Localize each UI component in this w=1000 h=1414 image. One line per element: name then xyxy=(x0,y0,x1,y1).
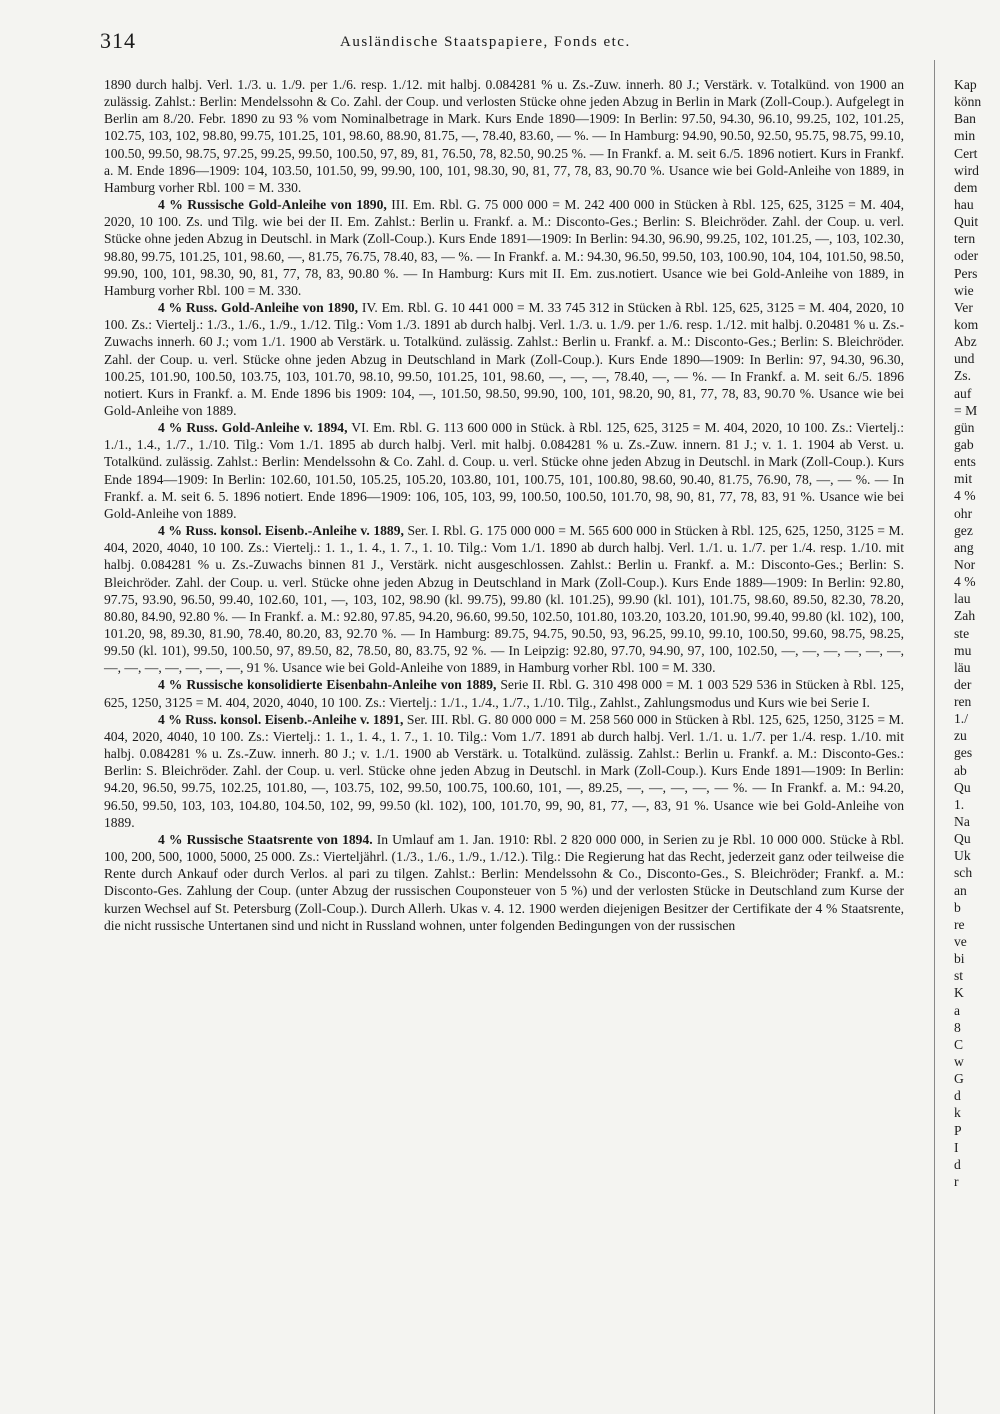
margin-fragment: w xyxy=(954,1054,964,1070)
margin-fragment: gab xyxy=(954,436,974,452)
entry-title: 4 % Russ. Gold-Anleihe von 1890, xyxy=(158,300,359,316)
margin-fragment: C xyxy=(954,1036,964,1052)
margin-fragment: Kap xyxy=(954,77,977,92)
entry-eisenb-1889-ser-i xyxy=(104,522,904,676)
margin-fragment: 1./ xyxy=(954,711,968,727)
running-title: Ausländische Staatspapiere, Fonds etc. xyxy=(340,34,631,50)
entry-title: 4 % Russische Gold-Anleihe von 1890, xyxy=(158,197,387,213)
margin-fragment: Uk xyxy=(954,848,971,864)
entry-text: Serie II. Rbl. G. 310 498 000 = M. 1 003 529 536 in Stücken à Rbl. 125, 625, 1250, 3125 = M. 404, 2020, 4040, 10 100. Zs.: Viertelj.: 1./1., 1./4., 1./7., 1./10. Tilg., Zahlst., Zahlungsmodus und Kurs wie bei Serie I. xyxy=(104,677,904,710)
margin-fragment: Nor xyxy=(954,556,976,572)
margin-fragment: Qu xyxy=(954,831,971,847)
margin-fragment: ab xyxy=(954,762,967,778)
entry-title: 4 % Russ. konsol. Eisenb.-Anleihe v. 1891, xyxy=(158,711,404,727)
entry-gold-1890-iv xyxy=(104,299,904,419)
margin-fragment: Zs. xyxy=(954,368,971,384)
margin-fragment: Abz xyxy=(954,334,977,350)
margin-fragment: tern xyxy=(954,231,976,247)
entry-title: 4 % Russ. Gold-Anleihe v. 1894, xyxy=(158,420,348,436)
entry-title: 4 % Russische konsolidierte Eisenbahn-Anleihe von 1889, xyxy=(158,677,497,693)
margin-fragment: zu xyxy=(954,728,967,744)
margin-fragment: K xyxy=(954,985,964,1001)
margin-fragment: 1. xyxy=(954,796,965,812)
margin-fragment: Cert xyxy=(954,145,978,161)
margin-fragment: an xyxy=(954,882,967,898)
entry-text: In Umlauf am 1. Jan. 1910: Rbl. 2 820 000 000, in Serien zu je Rbl. 10 000 000. Stücke à Rbl. 100, 200, 500, 1000, 5000, 25 000. Zs.: Vierteljährl. (1./3., 1./6., 1./9., 1./12.). Tilg.: Die Regierung hat das Recht, jederzeit ganz oder teilweise die Rente durch Ankauf oder durch Verlos. al pari zu tilgen. Zahlst.: Berlin: Mendelssohn & Co., Disconto-Ges., S. Bleichröder; Frankf. a. M.: Disconto-Ges. Zahlung der Coup. (unter Abzug der russischen Couponsteuer von 5 %) und der verlosten Stücke in Deutschland zum Kurse der kurzen Wechsel auf St. Petersburg (Zoll-Coup.). Durch Allerh. Ukas v. 4. 12. 1900 werden diejenigen Besitzer der Certifikate der 4 % Staatsrente, die nicht russische Untertanen sind und nicht in Russland wohnen, unter folgenden Bedingungen von der russischen xyxy=(104,831,904,933)
margin-fragment: ang xyxy=(954,539,974,555)
margin-fragment: wie xyxy=(954,282,974,298)
entry-1890-ii-continuation xyxy=(104,76,904,196)
margin-fragment: sch xyxy=(954,865,973,881)
margin-fragment: ve xyxy=(954,934,967,950)
margin-fragment: st xyxy=(954,968,964,984)
entry-title: 4 % Russische Staatsrente von 1894. xyxy=(158,831,373,847)
margin-fragment: d xyxy=(954,1156,961,1172)
entry-eisenb-1891-ser-iii xyxy=(104,711,904,831)
margin-fragment: 4 % xyxy=(954,488,976,504)
margin-fragment: könn xyxy=(954,94,982,110)
margin-fragment: Na xyxy=(954,814,970,830)
margin-fragment: re xyxy=(954,916,965,932)
margin-fragment: ents xyxy=(954,454,976,470)
entry-gold-1894-vi xyxy=(104,419,904,522)
margin-fragment: läu xyxy=(954,659,971,675)
margin-fragment: 4 % xyxy=(954,574,976,590)
margin-fragment: I xyxy=(954,1139,959,1155)
margin-fragment: Zah xyxy=(954,608,976,624)
margin-fragment: gez xyxy=(954,522,973,538)
margin-fragment: Quit xyxy=(954,214,979,230)
margin-fragment: P xyxy=(954,1122,962,1138)
margin-fragment: wird xyxy=(954,162,979,178)
margin-fragment: ste xyxy=(954,625,970,641)
margin-fragment: kom xyxy=(954,316,979,332)
margin-fragment: k xyxy=(954,1105,961,1121)
margin-fragment: hau xyxy=(954,196,974,212)
margin-fragment: ohr xyxy=(954,505,973,521)
margin-fragment: und xyxy=(954,351,975,367)
entry-text: III. Em. Rbl. G. 75 000 000 = M. 242 400 000 in Stücken à Rbl. 125, 625, 3125 = M. 404, 2020, 10 100. Zs. und Tilg. wie bei der II. Em. Zahlst.: Berlin u. Frankf. a. M.: Disconto-Ges.; Berlin: S. Bleichröder. Zahl. der Coup. u. verl. Stücke ohne jeden Abzug in Deutschl. in Mark (Zoll-Coup.). Kurs Ende 1891—1909: In Berlin: 94.30, 96.90, 99.25, 102, 101.25, —, 103, 102.30, 98.80, 99.75, 101.25, 101, 98.60, —, 81.75, 76.75, 78.40, 83, — %. — In Frankf. a. M.: 94.30, 96.50, 99.50, 103, 100.90, 104, 104, 101.50, 98.50, 99.90, 100, 101, 98.30, 90, 81, 77, 78, 83, 90.80 %. — In Hamburg: Kurs mit II. Em. zus.notiert. Usance wie bei Gold-Anleihe von 1889, in Hamburg vorher Rbl. 100 = M. 330. xyxy=(104,197,904,298)
margin-fragment: mu xyxy=(954,642,972,658)
margin-fragment: Ban xyxy=(954,111,976,127)
margin-fragment: dem xyxy=(954,179,978,195)
entry-eisenb-1889-ser-ii xyxy=(104,676,904,710)
entry-text: Ser. III. Rbl. G. 80 000 000 = M. 258 560 000 in Stücken à Rbl. 125, 625, 1250, 3125 = M. 404, 2020, 4040, 10 100. Zs.: Viertelj.: 1. 1., 1. 4., 1. 7., 1. 10. Tilg.: Vom 1./7. 1891 ab durch halbj. Verl. 1./1. u. 1./7. per 1./4. resp. 1./10. mit halbj. 0.084281 % u. Zs.-Zuw. innerh. 80 J.; v. 1./1. 1900 ab Verstärk. u. Totalkünd. zulässig. Zahlst.: Berlin u. Frankf. a. M.: Disconto-Ges.: Berlin: S. Bleichröder. Zahl. der Coup. u. verl. Stücke ohne jeden Abzug in Deutschl. in Mark (Zoll-Coup.). Kurs Ende 1891—1909: In Berlin: 94.20, 96.50, 99.75, 102.25, 101.80, —, 103.75, 102, 99.50, 100.75, 100.60, 101, —, 89.25, —, —, —, —, — %. — In Frankf. a. M.: 94.20, 96.50, 99.50, 103, 103, 104.80, 104.50, 102, 99, 99.50 (kl. 102), 100, 101.70, 99, 90, 81, 77, —, 83, 91 %. Usance wie bei Gold-Anleihe von 1889. xyxy=(104,711,904,830)
margin-fragment: ren xyxy=(954,694,972,710)
margin-fragment: = M xyxy=(954,402,978,418)
margin-fragment: der xyxy=(954,676,972,692)
main-text-column xyxy=(104,76,904,934)
margin-fragment: d xyxy=(954,1088,961,1104)
margin-fragment: a xyxy=(954,1002,961,1018)
margin-fragment: Pers xyxy=(954,265,978,281)
margin-fragment: Qu xyxy=(954,779,971,795)
margin-fragment: r xyxy=(954,1174,959,1189)
margin-fragment: G xyxy=(954,1071,964,1087)
margin-fragment: auf xyxy=(954,385,972,401)
adjacent-page-fragments xyxy=(954,76,1000,1190)
margin-fragment: 8 xyxy=(954,1019,961,1035)
margin-fragment: b xyxy=(954,899,961,915)
entry-text: VI. Em. Rbl. G. 113 600 000 in Stück. à Rbl. 125, 625, 3125 = M. 404, 2020, 10 100. Zs.: Viertelj.: 1./1., 1.4., 1./7., 1./10. Tilg.: Vom 1./1. 1895 ab durch halbj. Verl. mit halbj. 0.084281 % u. Zs.-Zuw. innern. 81 J.; v. 1. 1. 1904 ab Verst. u. Totalkünd. zulässig. Zahlst.: Berlin: Mendelssohn & Co. Zahl. d. Coup. u. verl. Stücke ohne jeden Abzug in Deutschl. in Mark (Zoll-Coup.). Kurs Ende 1894—1909: In Berlin: 102.60, 101.50, 105.25, 105.20, 103.80, 101, 100.75, 101, 100.80, 98.60, 90.40, 81.75, 76.90, 78, —, — %. — In Frankf. a. M. seit 6. 5. 1896 notiert. Ende 1896—1909: 106, 105, 103, 99, 100.50, 100.50, 101.70, 98, 90, 81, 77, 78, 83, 91 %. Usance wie bei Gold-Anleihe von 1889. xyxy=(104,420,905,521)
margin-fragment: mit xyxy=(954,471,973,487)
entry-staatsrente-1894 xyxy=(104,831,904,934)
margin-fragment: min xyxy=(954,128,976,144)
page-number: 314 xyxy=(100,28,136,53)
margin-fragment: lau xyxy=(954,591,971,607)
page-gutter-divider xyxy=(934,60,935,1414)
entry-gold-1890-iii xyxy=(104,196,904,299)
margin-fragment: bi xyxy=(954,951,965,967)
entry-text: 1890 durch halbj. Verl. 1./3. u. 1./9. per 1./6. resp. 1./12. mit halbj. 0.084281 % u. Zs.-Zuw. innerh. 80 J.; Verstärk. v. Totalkünd. von 1900 an zulässig. Zahlst.: Berlin: Mendelssohn & Co. Zahl. der Coup. und verlosten Stücke ohne jeden Abzug in Berlin in Mark (Zoll-Coup.). Aufgelegt in Berlin am 8./20. Febr. 1890 zu 93 % vom Nominalbetrage in Mark. Kurs Ende 1890—1909: In Berlin: 97.50, 94.30, 96.10, 99.25, 102, 101.25, 102.75, 103, 102, 98.80, 99.75, 101.25, 101, 98.60, 88.90, 81.75, —, 78.40, 83.60, — %. — In Hamburg: 94.90, 90.50, 92.50, 95.75, 98.75, 99.10, 100.50, 99.50, 98.75, 97.25, 99.25, 99.50, 100.50, 97, 89, 81, 76.50, 78, 82.50, 90.25 %. — In Frankf. a. M. seit 6./5. 1896 notiert. Kurs in Frankf. a. M. Ende 1896—1909: 104, 103.50, 101.50, 99, 99.90, 100, 101, 98.30, 90, 81, 77, 78, 83, 90.70 %. Usance wie bei Gold-Anleihe von 1889, in Hamburg vorher Rbl. 100 = M. 330. xyxy=(104,77,904,195)
entry-text: IV. Em. Rbl. G. 10 441 000 = M. 33 745 312 in Stücken à Rbl. 125, 625, 3125 = M. 404, 2020, 10 100. Zs.: Viertelj.: 1./3., 1./6., 1./9., 1./12. Tilg.: Vom 1./3. 1891 ab durch halbj. Verl. 1./3. u. 1./9. per 1./6. resp. 1./12. mit halbj. 0.20481 % u. Zs.-Zuwachs innerh. 60 J.; vom 1./1. 1900 ab Verstärk. u. Totalkünd. zulässig. Zahlst.: Berlin u. Frankf. a. M.: Disconto-Ges.; Berlin: S. Bleichröder. Zahl. der Coup. u. verl. Stücke ohne jeden Abzug in Deutschland in Mark (Zoll-Coup.). Kurs Ende 1890—1909: In Berlin: 97, 94.30, 96.30, 100.25, 101.90, 100.50, 103.75, 103, 101.70, 98.10, 99.50, 101.25, 101, 98.60, —, —, —, 78.40, —, — %. — In Frankf. a. M. seit 6./5. 1896 notiert. Kurs in Frankf. a. M. Ende 1896 bis 1909: 104, —, 101.50, 98.50, 99.90, 100, 101, 98.20, 90, 81, 77, 78, 83, 90.70 %. Usance wie bei Gold-Anleihe von 1889. xyxy=(104,300,904,418)
margin-fragment: ges xyxy=(954,745,973,761)
entry-text: Ser. I. Rbl. G. 175 000 000 = M. 565 600 000 in Stücken à Rbl. 125, 625, 1250, 3125 = M. 404, 2020, 4040, 10 100. Zs.: Viertelj.: 1. 1., 1. 4., 1. 7., 1. 10. Tilg.: Vom 1./1. 1890 ab durch halbj. Verl. 1./1. u. 1./7. per 1./4. resp. 1./10. mit halbj. 0.084281 % u. Zs.-Zuwachs binnen 81 J., Verstärk. nicht ausgeschlossen. Zahlst.: Berlin u. Frankf. a. M.: Disconto-Ges.; Berlin: S. Bleichröder. Zahl. der Coup. u. verl. Stücke ohne jeden Abzug in Deutschland in Mark (Zoll-Coup.). Kurs Ende 1889—1909: In Berlin: 92.80, 97.75, 93.90, 96.50, 99.40, 102.60, 101, —, 103, 102, 98.90 (kl. 99.75), 99.80 (kl. 101.25), 99.90 (kl. 101), 101.75, 98.60, 89.50, 82.30, 78.20, 80.80, 84.90, 92.80 %. — In Frankf. a. M.: 92.80, 97.85, 94.20, 96.60, 99.50, 102.50, 101.80, 103.20, 103.20, 101.90, 99.40, 99.80 (kl. 102), 100, 101.20, 98, 89.30, 81.90, 78.40, 80.20, 83, 92.70 %. — In Hamburg: 89.75, 94.75, 90.50, 93, 96.25, 99.10, 99.10, 100.50, 99.60, 98.75, 98.25, 99.50 (kl. 101), 99.50, 100.50, 97, 89.50, 82, 78.50, 80, 83.75, 92 %. — In Leipzig: 92.80, 97.70, 94.90, 97, 100, 102.50, —, —, —, —, —, —, —, —, —, —, —, —, —, 91 %. Usance wie bei Gold-Anleihe von 1889, in Hamburg vorher Rbl. 100 = M. 330. xyxy=(104,523,904,676)
margin-fragment: oder xyxy=(954,248,979,264)
entry-title: 4 % Russ. konsol. Eisenb.-Anleihe v. 1889, xyxy=(158,523,404,539)
margin-fragment: gün xyxy=(954,419,975,435)
margin-fragment: Ver xyxy=(954,299,973,315)
